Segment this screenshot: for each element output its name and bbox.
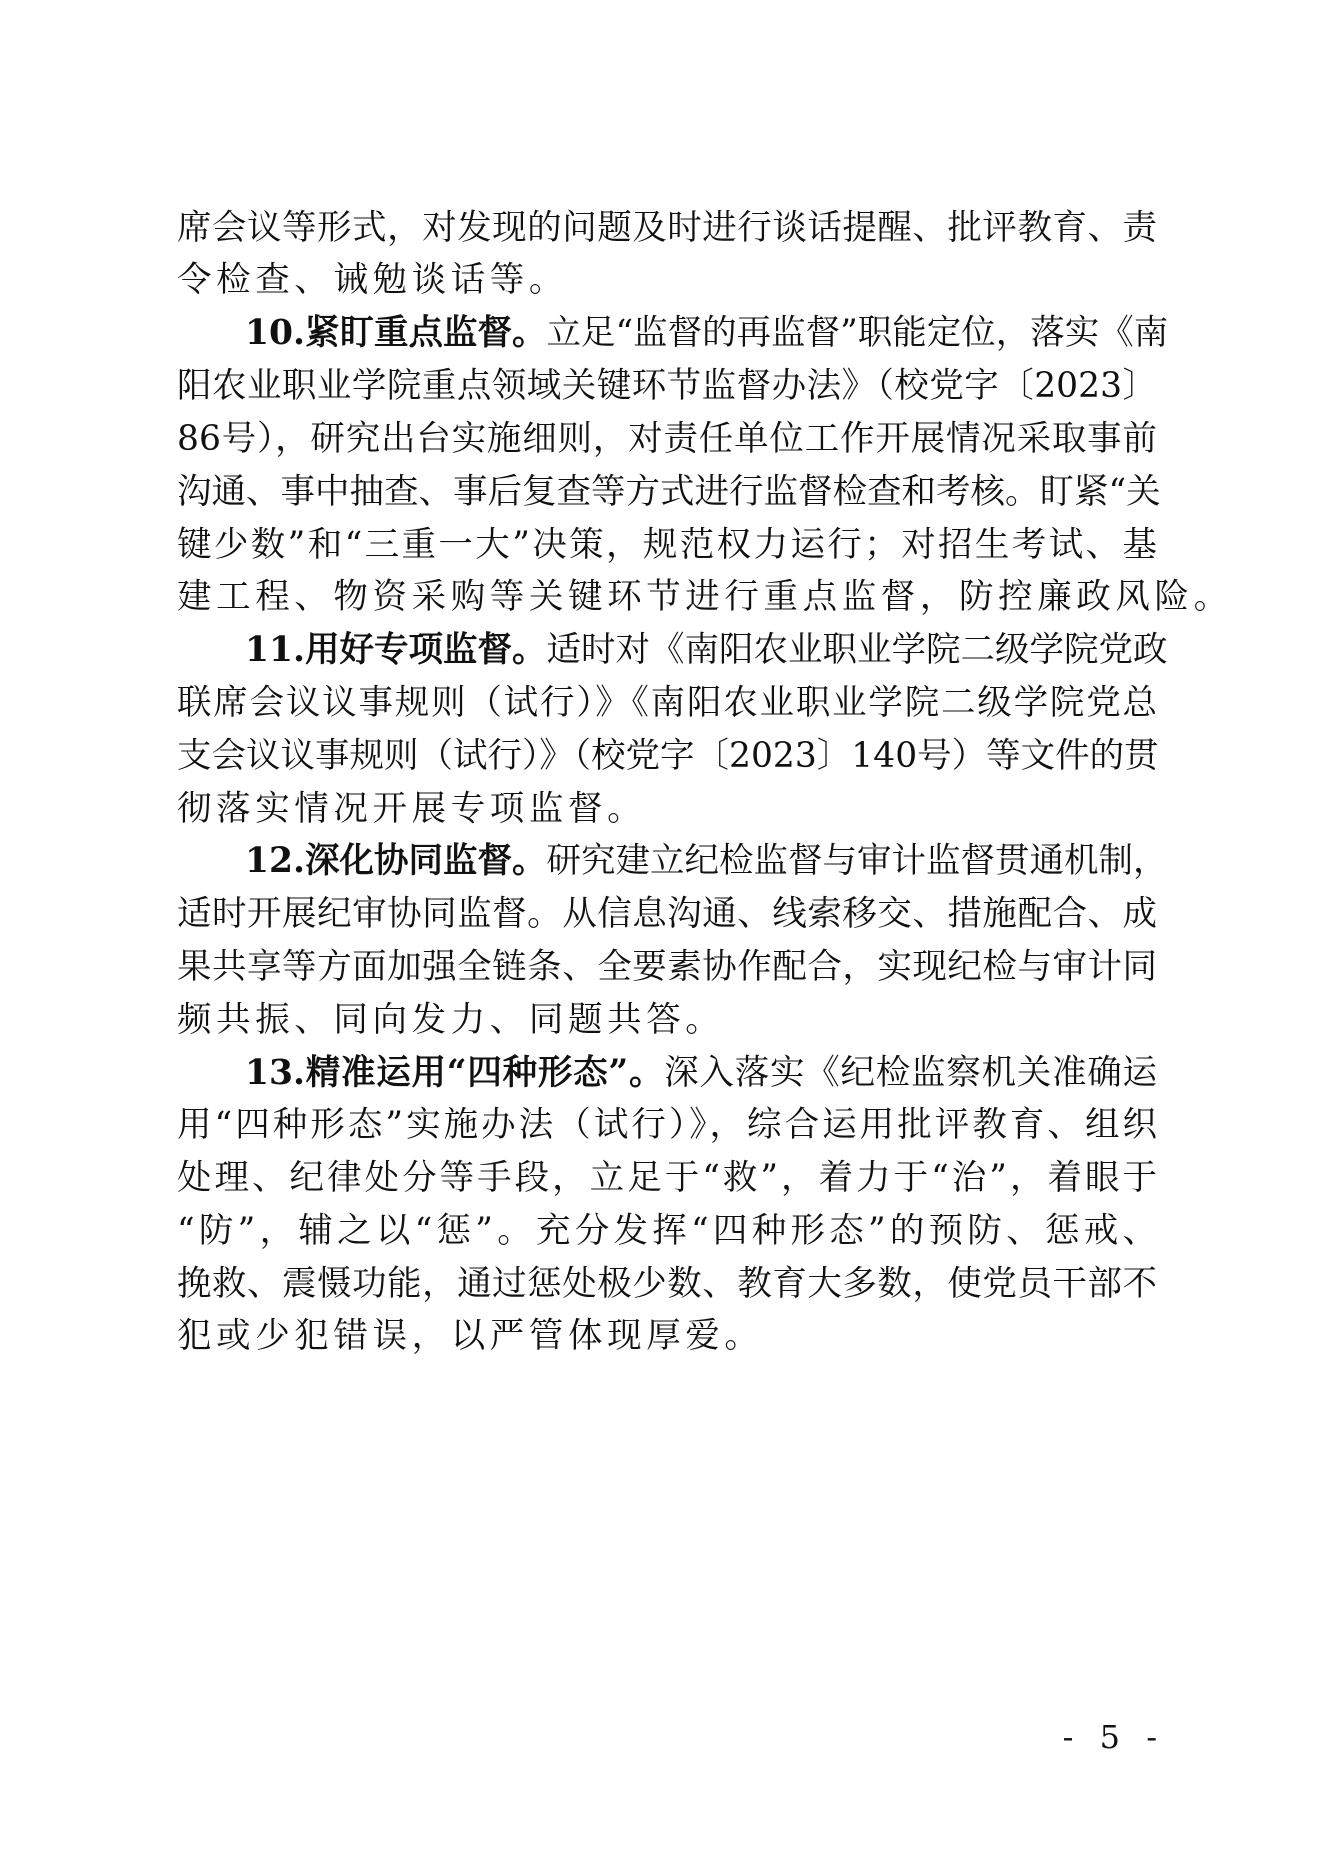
section-13-heading: 13.精准运用“四种形态”。 <box>245 1053 665 1093</box>
body-line: 挽救、震慑功能，通过惩处极少数、教育大多数，使党员干部不 <box>177 1264 1157 1304</box>
body-line: 频共振、同向发力、同题共答。 <box>177 1000 725 1040</box>
section-11-heading-line: 11.用好专项监督。适时对《南阳农业职业学院二级学院党政 <box>245 630 1168 670</box>
body-line: 键少数”和“三重一大”决策，规范权力运行；对招生考试、基 <box>177 525 1157 565</box>
body-line: 联席会议议事规则（试行）》《南阳农业职业学院二级学院党总 <box>177 683 1157 723</box>
body-line: 阳农业职业学院重点领域关键环节监督办法》（校党字〔2023〕 <box>177 366 1157 406</box>
page-number: - 5 - <box>1062 1718 1165 1756</box>
body-line: 86号），研究出台实施细则，对责任单位工作开展情况采取事前 <box>177 419 1157 459</box>
body-line: 犯或少犯错误，以严管体现厚爱。 <box>177 1316 764 1356</box>
section-10-heading: 10.紧盯重点监督。 <box>245 313 547 353</box>
body-line: “防”，辅之以“惩”。充分发挥“四种形态”的预防、惩戒、 <box>177 1211 1157 1251</box>
section-11-heading: 11.用好专项监督。 <box>245 630 547 670</box>
section-13-heading-line: 13.精准运用“四种形态”。深入落实《纪检监察机关准确运 <box>245 1053 1157 1093</box>
body-line: 沟通、事中抽查、事后复查等方式进行监督检查和考核。盯紧“关 <box>177 472 1161 512</box>
section-10-heading-line: 10.紧盯重点监督。立足“监督的再监督”职能定位，落实《南 <box>245 313 1169 353</box>
body-line: 彻落实情况开展专项监督。 <box>177 789 647 829</box>
body-line: 果共享等方面加强全链条、全要素协作配合，实现纪检与审计同 <box>177 947 1157 987</box>
section-12-heading: 12.深化协同监督。 <box>245 841 547 881</box>
body-line: 支会议议事规则（试行）》（校党字〔2023〕140号）等文件的贯 <box>177 736 1159 776</box>
section-12-heading-line: 12.深化协同监督。研究建立纪检监督与审计监督贯通机制， <box>245 841 1168 881</box>
body-line: 处理、纪律处分等手段，立足于“救”，着力于“治”，着眼于 <box>177 1158 1158 1198</box>
body-line: 席会议等形式，对发现的问题及时进行谈话提醒、批评教育、责 <box>177 208 1157 248</box>
body-line: 令检查、诫勉谈话等。 <box>177 260 568 300</box>
body-line: 建工程、物资采购等关键环节进行重点监督，防控廉政风险。 <box>177 577 1233 617</box>
body-line: 适时开展纪审协同监督。从信息沟通、线索移交、措施配合、成 <box>177 894 1157 934</box>
body-line: 用“四种形态”实施办法（试行）》，综合运用批评教育、组织 <box>177 1105 1157 1145</box>
